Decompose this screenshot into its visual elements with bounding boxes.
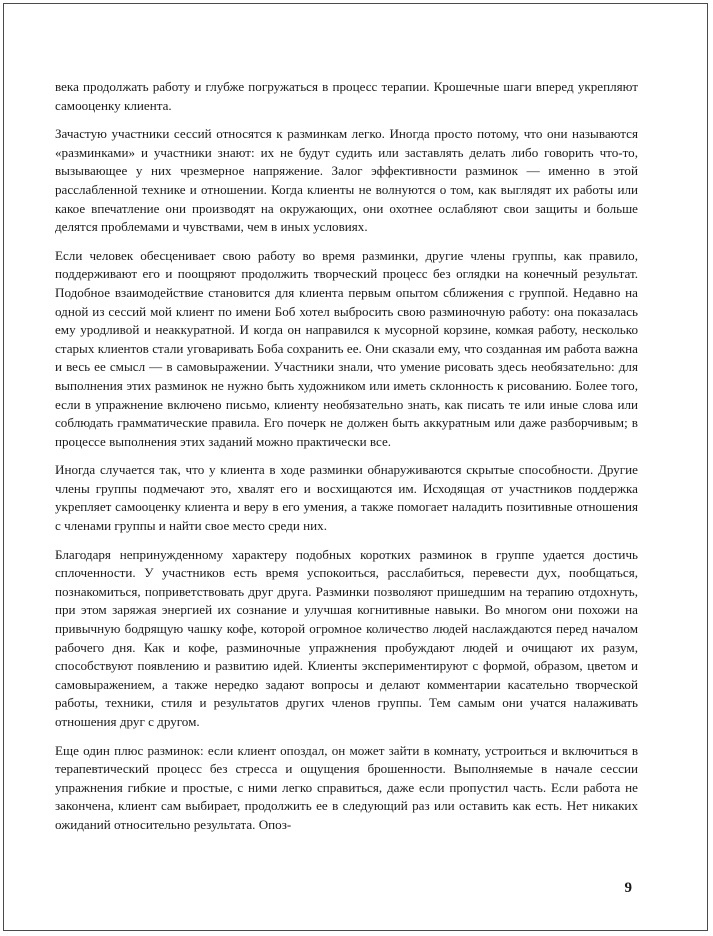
book-page bbox=[3, 3, 708, 931]
paragraph: века продолжать работу и глубже погружаться в процесс терапии. Крошечные шаги вперед укрепляют самооценку клиента. bbox=[55, 79, 638, 113]
paragraph: Еще один плюс разминок: если клиент опоздал, он может зайти в комнату, устроиться и включиться в терапевтический процесс без стресса и ощущения брошенности. Выполняемые в начале сессии упражнения гибкие и простые, с ними легко справиться, даже если пропустил часть. Если работа не закончена, клиент сам выбирает, продолжить ее в следующий раз или оставить как есть. Нет никаких ожиданий относительно результата. Опоз- bbox=[55, 742, 638, 832]
paragraph: Зачастую участники сессий относятся к разминкам легко. Иногда просто потому, что они называются «разминками» и участники знают: их не будут судить или заставлять делать либо говорить что-то, вызывающее у них чрезмерное напряжение. Залог эффективности разминок — именно в этой расслабленной технике и отношении. Когда клиенты не волнуются о том, как выглядят их работы или какое впечатление они производят на окружающих, они охотнее ослабляют свои защиты и больше делятся проблемами и чувствами, чем в иных условиях. bbox=[55, 126, 638, 235]
page-number: 9 bbox=[624, 880, 632, 896]
paragraph: Если человек обесценивает свою работу во время разминки, другие члены группы, как правило, поддерживают его и поощряют продолжить творческий процесс без оглядки на конечный результат. Подобное взаимодействие становится для клиента первым опытом сближения с группой. Недавно на одной из сессий мой клиент по имени Боб хотел выбросить свою разминочную работу: она показалась ему уродливой и неаккуратной. И когда он направился к мусорной корзине, комкая работу, несколько старых клиентов стали уговаривать Боба сохранить ее. Они сказали ему, что созданная им работа важна и весь ее смысл — в самовыражении. Участники знали, что умение рисовать здесь необязательно: для выполнения этих разминок не нужно быть художником или иметь склонность к рисованию. Более того, если в упражнение включено письмо, клиенту необязательно знать, как писать те или иные слова или соблюдать грамматические правила. Его почерк не должен быть аккуратным или даже разборчивым; в процессе выполнения этих заданий можно практически все. bbox=[55, 247, 638, 449]
paragraph: Иногда случается так, что у клиента в ходе разминки обнаруживаются скрытые способности. Другие члены группы подмечают это, хвалят его и восхищаются им. Исходящая от участников поддержка укрепляет самооценку клиента и веру в его умения, а также помогает наладить позитивные отношения с членами группы и найти свое место среди них. bbox=[55, 462, 638, 534]
body-text bbox=[55, 78, 638, 845]
paragraph: Благодаря непринужденному характеру подобных коротких разминок в группе удается достичь сплоченности. У участников есть время успокоиться, расслабиться, перевести дух, пообщаться, познакомиться, поприветствовать друг друга. Разминки позволяют пришедшим на терапию отдохнуть, при этом заряжая энергией их сознание и улучшая когнитивные навыки. Во многом они похожи на привычную бодрящую чашку кофе, которой огромное количество людей наслаждаются перед началом рабочего дня. Как и кофе, разминочные упражнения пробуждают людей и очищают их разум, способствуют появлению и развитию идей. Клиенты экспериментируют с формой, образом, цветом и самовыражением, а также нередко задают вопросы и делают комментарии касательно творческой работы, техники, стиля и результатов других членов группы. Тем самым они учатся налаживать отношения друг с другом. bbox=[55, 546, 638, 729]
